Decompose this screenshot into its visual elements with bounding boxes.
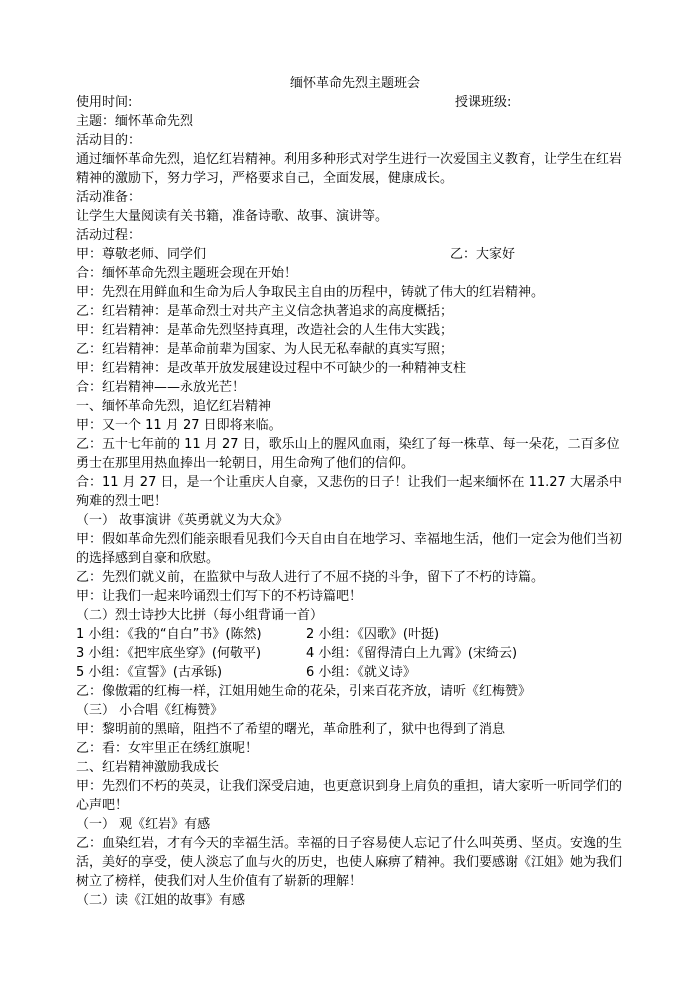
- script-line: 乙：看：女牢里正在绣红旗呢！: [76, 741, 259, 756]
- theme-line: 主题：缅怀革命先烈: [76, 114, 194, 129]
- script-line: 甲：又一个 11 月 27 日即将来临。: [76, 418, 282, 433]
- script-paragraph: 合：11 月 27 日，是一个让重庆人自豪，又悲伤的日子！让我们一起来缅怀在 11.27 大屠杀中殉难的烈士吧！: [76, 475, 622, 509]
- script-line: 乙：先烈们就义前，在监狱中与敌人进行了不屈不挠的斗争，留下了不朽的诗篇。: [76, 570, 545, 585]
- script-line: 乙：像傲霜的红梅一样，江姐用她生命的花朵，引来百花齐放，请听《红梅赞》: [76, 684, 532, 699]
- poem-item: 5 小组：《宣誓》(古承铄): [76, 665, 223, 680]
- meta-row: [76, 93, 624, 112]
- script-line: 乙：红岩精神：是革命烈士对共产主义信念执著追求的高度概括；: [76, 304, 454, 319]
- subsection-heading: （一） 故事演讲《英勇就义为大众》: [76, 513, 289, 528]
- script-paragraph: 甲：假如革命先烈们能亲眼看见我们今天自由自在地学习、幸福地生活，他们一定会为他们当初的选择感到自豪和欣慰。: [76, 532, 623, 566]
- script-line: 合：缅怀革命先烈主题班会现在开始！: [76, 266, 298, 281]
- subsection-heading: （二）读《江姐的故事》有感: [76, 893, 246, 908]
- script-paragraph: 乙：五十七年前的 11 月 27 日，歌乐山上的腥风血雨，染红了每一株草、每一朵花，二百多位勇士在那里用热血捧出一轮朝日，用生命殉了他们的信仰。: [76, 437, 620, 471]
- poem-item: 1 小组：《我的“自白”书》(陈然): [76, 627, 262, 642]
- script-paragraph: 甲：先烈们不朽的英灵，让我们深受启迪，也更意识到身上肩负的重担，请大家听一听同学们的心声吧！: [76, 779, 623, 813]
- time-label: 使用时间:: [76, 95, 133, 110]
- script-line: 甲：红岩精神：是革命先烈坚持真理，改造社会的人生伟大实践；: [76, 323, 454, 338]
- script-line: 甲：红岩精神：是改革开放发展建设过程中不可缺少的一种精神支柱: [76, 361, 467, 376]
- section-heading-1: 一、缅怀革命先烈，追忆红岩精神: [76, 399, 272, 414]
- poem-item: 2 小组：《囚歌》(叶挺): [306, 627, 440, 642]
- script-line: 甲：先烈在用鲜血和生命为后人争取民主自由的历程中，铸就了伟大的红岩精神。: [76, 285, 545, 300]
- script-line: 甲：黎明前的黑暗，阻挡不了希望的曙光，革命胜利了，狱中也得到了消息: [76, 722, 506, 737]
- document-title: 缅怀革命先烈主题班会: [289, 76, 420, 91]
- subsection-heading: （三） 小合唱《红梅赞》: [76, 703, 224, 718]
- section-heading-2: 二、红岩精神激励我成长: [76, 760, 220, 775]
- purpose-text: 通过缅怀革命先烈，追忆红岩精神。利用多种形式对学生进行一次爱国主义教育，让学生在红岩精神的激励下，努力学习，严格要求自己，全面发展，健康成长。: [76, 152, 623, 186]
- poem-item: 4 小组：《留得清白上九霄》(宋绮云): [306, 646, 518, 661]
- greeting-row: [76, 245, 624, 264]
- greeting-left: 甲：尊敬老师、同学们: [76, 247, 207, 262]
- subsection-heading: （一） 观《红岩》有感: [76, 817, 211, 832]
- poem-list: [76, 625, 624, 682]
- script-line: 甲：让我们一起来吟诵烈士们写下的不朽诗篇吧！: [76, 589, 363, 604]
- process-heading: 活动过程：: [76, 228, 142, 243]
- script-line: 乙：红岩精神：是革命前辈为国家、为人民无私奉献的真实写照；: [76, 342, 454, 357]
- poem-item: 6 小组：《就义诗》: [306, 665, 416, 680]
- document-page: [76, 74, 624, 910]
- preparation-text: 让学生大量阅读有关书籍，准备诗歌、故事、演讲等。: [76, 209, 389, 224]
- greeting-right: 乙：大家好: [450, 247, 516, 262]
- subsection-heading: （二）烈士诗抄大比拼（每小组背诵一首）: [76, 608, 324, 623]
- purpose-heading: 活动目的：: [76, 133, 142, 148]
- class-label: 授课班级:: [455, 95, 512, 110]
- script-paragraph: 乙：血染红岩，才有今天的幸福生活。幸福的日子容易使人忘记了什么叫英勇、坚贞。安逸的生活，美好的享受，使人淡忘了血与火的历史，也使人麻痹了精神。我们要感谢《江姐》她为我们树立了榜样，使我们对人生价值有了崭新的理解！: [76, 836, 623, 889]
- poem-item: 3 小组：《把牢底坐穿》(何敬平): [76, 646, 262, 661]
- preparation-heading: 活动准备：: [76, 190, 142, 205]
- script-line: 合：红岩精神——永放光芒！: [76, 380, 246, 395]
